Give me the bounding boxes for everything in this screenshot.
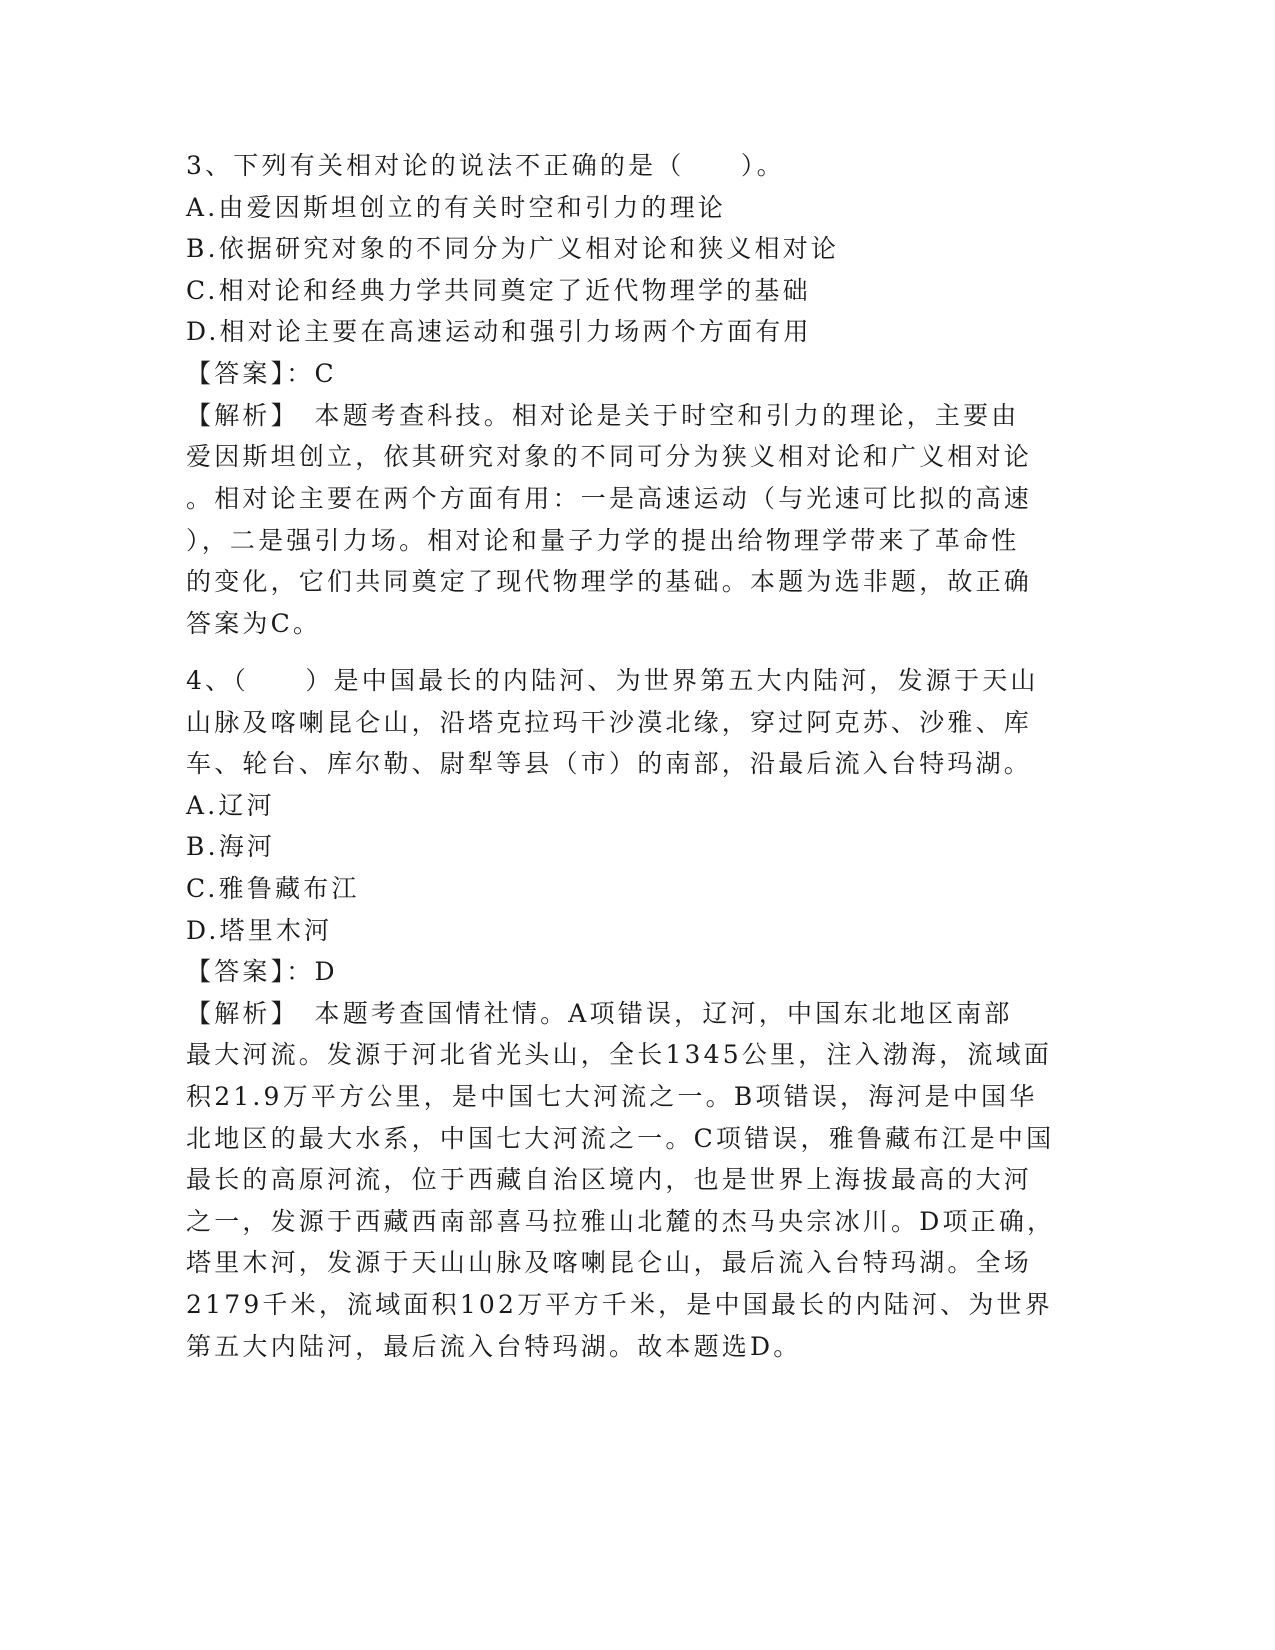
question-3-option-a: A.由爱因斯坦创立的有关时空和引力的理论 [186,193,727,222]
question-4-analysis-line: 第五大内陆河，最后流入台特玛湖。故本题选D。 [186,1332,802,1361]
question-4-option-d: D.塔里木河 [186,916,333,945]
question-3-analysis-line: 答案为C。 [186,609,322,638]
question-4-stem-line: 4、（ ）是中国最长的内陆河、为世界第五大内陆河，发源于天山 [186,666,1039,695]
question-4-answer: 【答案】：D [186,957,338,986]
question-3-answer: 【答案】：C [186,359,337,388]
question-4-analysis-line: 之一，发源于西藏西南部喜马拉雅山北麓的杰马央宗冰川。D项正确， [186,1207,1056,1236]
question-4-option-c: C.雅鲁藏布江 [186,874,360,903]
question-4-analysis-line: 最大河流。发源于河北省光头山，全长1345公里，注入渤海，流域面 [186,1040,1053,1069]
question-4-analysis-line: 【解析】 本题考查国情社情。A项错误，辽河，中国东北地区南部 [186,999,1013,1028]
question-4-analysis-line: 北地区的最大水系，中国七大河流之一。C项错误，雅鲁藏布江是中国 [186,1124,1055,1153]
question-3-option-c: C.相对论和经典力学共同奠定了近代物理学的基础 [186,276,811,305]
question-4-analysis-line: 2179千米，流域面积102万平方千米，是中国最长的内陆河、为世界 [186,1290,1053,1319]
question-3-analysis-line: 【解析】 本题考查科技。相对论是关于时空和引力的理论，主要由 [186,401,1020,430]
question-3-analysis-line: 爱因斯坦创立，依其研究对象的不同可分为狭义相对论和广义相对论 [186,442,1033,471]
question-3-analysis-line: ），二是强引力场。相对论和量子力学的提出给物理学带来了革命性 [186,526,1020,555]
question-4-stem-line: 山脉及喀喇昆仑山，沿塔克拉玛干沙漠北缘，穿过阿克苏、沙雅、库 [186,708,1033,737]
question-3-analysis-line: 。相对论主要在两个方面有用：一是高速运动（与光速可比拟的高速 [186,484,1033,513]
question-4-analysis-line: 积21.9万平方公里，是中国七大河流之一。B项错误，海河是中国华 [186,1082,1038,1111]
question-4-analysis-line: 塔里木河，发源于天山山脉及喀喇昆仑山，最后流入台特玛湖。全场 [186,1248,1033,1277]
question-3-stem: 3、下列有关相对论的说法不正确的是（ ）。 [186,151,785,180]
question-3-option-b: B.依据研究对象的不同分为广义相对论和狭义相对论 [186,234,840,263]
question-4-analysis-line: 最长的高原河流，位于西藏自治区境内，也是世界上海拔最高的大河 [186,1165,1033,1194]
question-3-analysis-line: 的变化，它们共同奠定了现代物理学的基础。本题为选非题，故正确 [186,567,1033,596]
question-4-option-b: B.海河 [186,832,276,861]
question-4-option-a: A.辽河 [186,791,275,820]
question-3-option-d: D.相对论主要在高速运动和强引力场两个方面有用 [186,317,812,346]
question-4-stem-line: 车、轮台、库尔勒、尉犁等县（市）的南部，沿最后流入台特玛湖。 [186,749,1033,778]
